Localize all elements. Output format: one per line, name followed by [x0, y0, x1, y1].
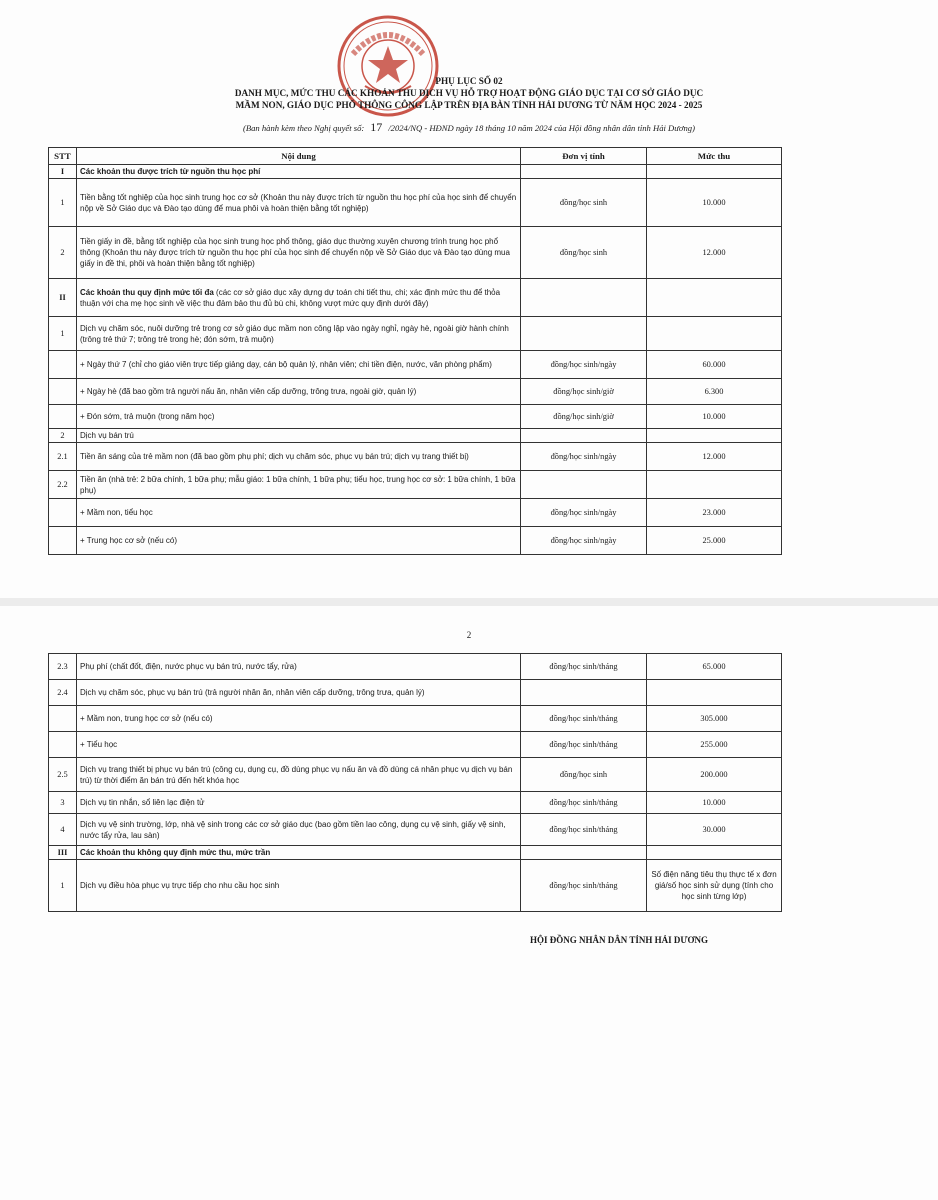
page-number: 2	[466, 630, 472, 640]
row-fee	[647, 846, 782, 860]
row-unit	[521, 279, 647, 317]
row-stt: 2.4	[49, 680, 77, 706]
resolution-note-suffix: /2024/NQ - HĐND ngày 18 tháng 10 năm 2024 của Hội đồng nhân dân tỉnh Hải Dương)	[388, 123, 695, 133]
row-unit	[521, 165, 647, 179]
table-row	[49, 814, 782, 846]
table-header-row	[49, 148, 782, 165]
row-unit: đồng/học sinh/ngày	[521, 527, 647, 555]
row-fee: 6.300	[647, 379, 782, 405]
row-stt: I	[49, 165, 77, 179]
row-stt	[49, 706, 77, 732]
row-fee: 200.000	[647, 758, 782, 792]
table-row	[49, 405, 782, 429]
row-fee	[647, 680, 782, 706]
row-stt	[49, 527, 77, 555]
row-stt: 1	[49, 860, 77, 912]
row-fee: 25.000	[647, 527, 782, 555]
row-content: Tiền bằng tốt nghiệp của học sinh trung học cơ sở (Khoản thu này được trích từ nguồn thu học phí của học sinh để chuyển nộp về Sở Giáo dục và Đào tạo dùng để mua phôi và hoàn thiện bằng tốt nghiệp)	[77, 179, 521, 227]
document-title-line-2: MẦM NON, GIÁO DỤC PHỔ THÔNG CÔNG LẬP TRÊN ĐỊA BÀN TỈNH HẢI DƯƠNG TỪ NĂM HỌC 2024 - 2025	[235, 100, 703, 110]
row-stt: 2.2	[49, 471, 77, 499]
row-unit: đồng/học sinh/giờ	[521, 405, 647, 429]
row-stt	[49, 499, 77, 527]
row-content: Các khoản thu được trích từ nguồn thu học phí	[77, 165, 521, 179]
row-fee: 12.000	[647, 227, 782, 279]
table-row	[49, 429, 782, 443]
row-content: Dịch vụ chăm sóc, phục vụ bán trú (trả người nhân ăn, nhân viên cấp dưỡng, trông trưa, quản lý)	[77, 680, 521, 706]
header-content: Nội dung	[77, 148, 521, 165]
row-content-rest: (các cơ sở giáo dục xây dựng dự toán chi tiết thu, chi; xác định mức thu để thỏa thuận với cha mẹ học sinh về việc thu đảm bảo thu đủ bù chi, không vượt mức quy định dưới đây)	[80, 287, 501, 308]
row-stt: II	[49, 279, 77, 317]
row-content: + Tiểu học	[77, 732, 521, 758]
document-page-1	[0, 0, 938, 598]
row-stt: 2	[49, 227, 77, 279]
row-fee	[647, 317, 782, 351]
document-title-line-1: DANH MỤC, MỨC THU CÁC KHOẢN THU DỊCH VỤ HỖ TRỢ HOẠT ĐỘNG GIÁO DỤC TẠI CƠ SỞ GIÁO DỤC	[234, 88, 704, 98]
row-unit: đồng/học sinh	[521, 227, 647, 279]
row-unit: đồng/học sinh	[521, 179, 647, 227]
row-unit	[521, 317, 647, 351]
row-fee: 60.000	[647, 351, 782, 379]
row-content: Phụ phí (chất đốt, điện, nước phục vụ bán trú, nước tẩy, rửa)	[77, 654, 521, 680]
row-unit	[521, 471, 647, 499]
table-row	[49, 860, 782, 912]
row-unit	[521, 680, 647, 706]
row-stt: 2.1	[49, 443, 77, 471]
row-fee	[647, 429, 782, 443]
table-row	[49, 792, 782, 814]
row-stt	[49, 732, 77, 758]
row-fee: 10.000	[647, 179, 782, 227]
row-content	[77, 279, 521, 317]
fee-table-page-1	[48, 147, 782, 555]
row-stt: III	[49, 846, 77, 860]
row-content: Dịch vụ chăm sóc, nuôi dưỡng trẻ trong cơ sở giáo dục mầm non công lập vào ngày nghỉ, ngày hè, ngoài giờ hành chính (trông trẻ thứ 7; trông trẻ trong hè; đón sớm, trả muộn)	[77, 317, 521, 351]
council-signature: HỘI ĐỒNG NHÂN DÂN TỈNH HẢI DƯƠNG	[530, 935, 709, 945]
row-stt	[49, 351, 77, 379]
row-unit: đồng/học sinh/ngày	[521, 499, 647, 527]
row-unit	[521, 429, 647, 443]
row-fee	[647, 165, 782, 179]
table-row	[49, 706, 782, 732]
row-content: Dịch vụ điều hòa phục vụ trực tiếp cho nhu cầu học sinh	[77, 860, 521, 912]
row-stt: 2.3	[49, 654, 77, 680]
header-stt: STT	[49, 148, 77, 165]
row-content: Tiền giấy in đề, bằng tốt nghiệp của học sinh trung học phổ thông, giáo dục thường xuyên chương trình trung học phổ thông (Khoản thu này được trích từ nguồn thu học phí của học sinh để chuyển nộp về Sở Giáo dục và Đào tạo dùng mua giấy in đề thi, phôi và hoàn thiện bằng tốt nghiệp)	[77, 227, 521, 279]
table-row	[49, 227, 782, 279]
row-unit: đồng/học sinh/tháng	[521, 706, 647, 732]
row-content: + Ngày thứ 7 (chỉ cho giáo viên trực tiếp giảng dạy, cán bộ quản lý, nhân viên; chi tiền điện, nước, văn phòng phẩm)	[77, 351, 521, 379]
resolution-note	[0, 120, 938, 135]
row-stt: 2.5	[49, 758, 77, 792]
row-fee: 12.000	[647, 443, 782, 471]
row-content: Dịch vụ bán trú	[77, 429, 521, 443]
row-content: Dịch vụ trang thiết bị phục vụ bán trú (công cụ, dụng cụ, đồ dùng phục vụ nấu ăn và đồ dùng cá nhân phục vụ dịch vụ bán trú) từ thời điểm ăn bán trú đến hết khóa học	[77, 758, 521, 792]
row-stt: 4	[49, 814, 77, 846]
row-unit: đồng/học sinh/tháng	[521, 814, 647, 846]
table-row	[49, 680, 782, 706]
row-unit: đồng/học sinh/tháng	[521, 654, 647, 680]
row-fee: 23.000	[647, 499, 782, 527]
table-row	[49, 317, 782, 351]
table-row	[49, 758, 782, 792]
header-fee: Mức thu	[647, 148, 782, 165]
row-fee: 305.000	[647, 706, 782, 732]
header-unit: Đơn vị tính	[521, 148, 647, 165]
row-fee: 10.000	[647, 405, 782, 429]
table-row	[49, 379, 782, 405]
row-unit	[521, 846, 647, 860]
row-content: Dịch vụ vệ sinh trường, lớp, nhà vệ sinh trong các cơ sở giáo dục (bao gồm tiền lao công, dụng cụ vệ sinh, giấy vệ sinh, nước tẩy rửa, lau sàn)	[77, 814, 521, 846]
row-content-bold: Các khoản thu quy định mức tối đa	[80, 287, 214, 297]
appendix-title: PHỤ LỤC SỐ 02	[435, 76, 503, 86]
row-fee	[647, 471, 782, 499]
row-fee: 30.000	[647, 814, 782, 846]
row-content: Các khoản thu không quy định mức thu, mức trần	[77, 846, 521, 860]
row-unit: đồng/học sinh	[521, 758, 647, 792]
row-content: + Trung học cơ sở (nếu có)	[77, 527, 521, 555]
table-row	[49, 499, 782, 527]
row-stt: 1	[49, 179, 77, 227]
row-content: Tiền ăn sáng của trẻ mầm non (đã bao gồm phụ phí; dịch vụ chăm sóc, phục vụ bán trú; dịch vụ trang thiết bị)	[77, 443, 521, 471]
row-content: + Ngày hè (đã bao gồm trả người nấu ăn, nhân viên cấp dưỡng, trông trưa, ngoài giờ, quản lý)	[77, 379, 521, 405]
fee-table-page-2	[48, 653, 782, 912]
row-unit: đồng/học sinh/tháng	[521, 792, 647, 814]
row-stt: 3	[49, 792, 77, 814]
row-content: Tiền ăn (nhà trẻ: 2 bữa chính, 1 bữa phụ; mẫu giáo: 1 bữa chính, 1 bữa phụ; tiểu học, trung học cơ sở: 1 bữa chính, 1 bữa phụ)	[77, 471, 521, 499]
row-unit: đồng/học sinh/ngày	[521, 443, 647, 471]
row-stt	[49, 405, 77, 429]
row-fee: 10.000	[647, 792, 782, 814]
row-stt: 1	[49, 317, 77, 351]
row-stt: 2	[49, 429, 77, 443]
row-unit: đồng/học sinh/giờ	[521, 379, 647, 405]
row-fee: 65.000	[647, 654, 782, 680]
table-row	[49, 471, 782, 499]
row-unit: đồng/học sinh/tháng	[521, 732, 647, 758]
table-row	[49, 179, 782, 227]
table-row	[49, 527, 782, 555]
table-row	[49, 654, 782, 680]
row-content: + Đón sớm, trả muộn (trong năm học)	[77, 405, 521, 429]
row-fee: Số điện năng tiêu thụ thực tế x đơn giá/số học sinh sử dụng (tính cho học sinh từng lớp)	[647, 860, 782, 912]
row-content: + Mầm non, trung học cơ sở (nếu có)	[77, 706, 521, 732]
table-row	[49, 279, 782, 317]
table-row	[49, 443, 782, 471]
table-row	[49, 846, 782, 860]
row-stt	[49, 379, 77, 405]
resolution-note-prefix: (Ban hành kèm theo Nghị quyết số:	[243, 123, 365, 133]
row-content: Dịch vụ tin nhắn, sổ liên lạc điện tử	[77, 792, 521, 814]
table-row	[49, 732, 782, 758]
row-content: + Mầm non, tiểu học	[77, 499, 521, 527]
resolution-number: 17	[370, 120, 383, 134]
row-fee	[647, 279, 782, 317]
table-row	[49, 351, 782, 379]
row-unit: đồng/học sinh/tháng	[521, 860, 647, 912]
table-row	[49, 165, 782, 179]
row-fee: 255.000	[647, 732, 782, 758]
row-unit: đồng/học sinh/ngày	[521, 351, 647, 379]
